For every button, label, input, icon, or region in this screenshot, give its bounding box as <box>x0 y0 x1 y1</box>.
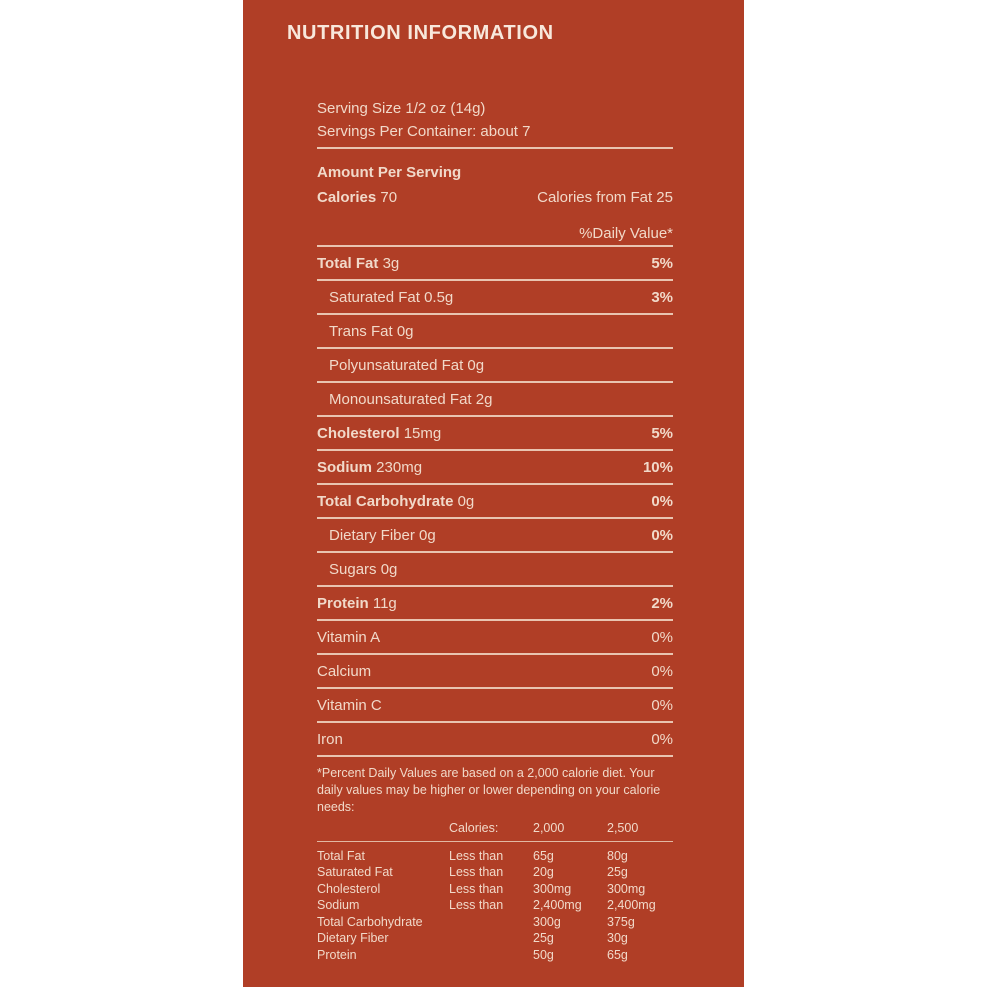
vitamin-row-calcium: Calcium 0% <box>317 653 673 687</box>
servings-per-container: Servings Per Container: about 7 <box>317 123 531 140</box>
vitamin-row-iron: Iron 0% <box>317 721 673 755</box>
nutrient-row-trans-fat: Trans Fat 0g <box>317 313 673 347</box>
daily-value: 5% <box>651 424 673 442</box>
daily-value: 5% <box>651 254 673 272</box>
footnote-text: *Percent Daily Values are based on a 2,000 calorie diet. Your daily values may be higher or lower depending on your calorie needs: <box>317 766 661 814</box>
table-header-row: Calories: 2,000 2,500 <box>317 816 673 841</box>
vitamin-row-vitamin-c: Vitamin C 0% <box>317 687 673 721</box>
calories-from-fat: Calories from Fat 25 <box>537 188 673 206</box>
daily-value: 10% <box>642 458 673 476</box>
serving-size: Serving Size 1/2 oz (14g) <box>317 100 486 117</box>
daily-value-header: %Daily Value* <box>579 225 673 242</box>
table-row: Total Carbohydrate 300g 375g <box>317 914 635 929</box>
table-row: Dietary Fiber 25g 30g <box>317 931 628 945</box>
nutrition-panel <box>243 0 744 987</box>
table-row: Cholesterol Less than 300mg 300mg <box>317 881 646 896</box>
nutrient-row-total-carbohydrate: Total Carbohydrate 0g 0% <box>317 483 673 517</box>
panel-heading: NUTRITION INFORMATION <box>287 22 554 44</box>
daily-value: 3% <box>651 288 673 306</box>
serving-info <box>317 95 673 143</box>
table-row: Total Fat Less than 65g 80g <box>317 848 628 863</box>
nutrient-row-dietary-fiber: Dietary Fiber 0g 0% <box>317 517 673 551</box>
nutrient-row-saturated-fat: Saturated Fat 0.5g 3% <box>317 279 673 313</box>
calories: Calories 70 <box>317 188 398 206</box>
daily-value: 0% <box>651 526 673 544</box>
daily-value: 2% <box>651 594 673 612</box>
table-row: Protein 50g 65g <box>317 947 628 962</box>
daily-values-table <box>317 816 673 963</box>
nutrition-facts-label <box>317 95 673 963</box>
footnote-section <box>317 755 673 963</box>
nutrient-row-monounsaturated-fat: Monounsaturated Fat 2g <box>317 381 673 415</box>
nutrient-row-sodium: Sodium 230mg 10% <box>317 449 673 483</box>
nutrient-row-polyunsaturated-fat: Polyunsaturated Fat 0g <box>317 347 673 381</box>
nutrient-row-cholesterol: Cholesterol 15mg 5% <box>317 415 673 449</box>
nutrient-row-total-fat: Total Fat 3g 5% <box>317 245 673 279</box>
table-row: Sodium Less than 2,400mg 2,400mg <box>317 898 656 912</box>
nutrient-row-protein: Protein 11g 2% <box>317 585 673 619</box>
vitamin-row-vitamin-a: Vitamin A 0% <box>317 619 673 653</box>
daily-value: 0% <box>651 492 673 510</box>
calories-row <box>317 181 673 213</box>
nutrient-row-sugars: Sugars 0g <box>317 551 673 585</box>
divider <box>317 147 673 149</box>
amount-per-serving: Amount Per Serving <box>317 164 462 181</box>
table-row: Saturated Fat Less than 20g 25g <box>317 865 628 879</box>
